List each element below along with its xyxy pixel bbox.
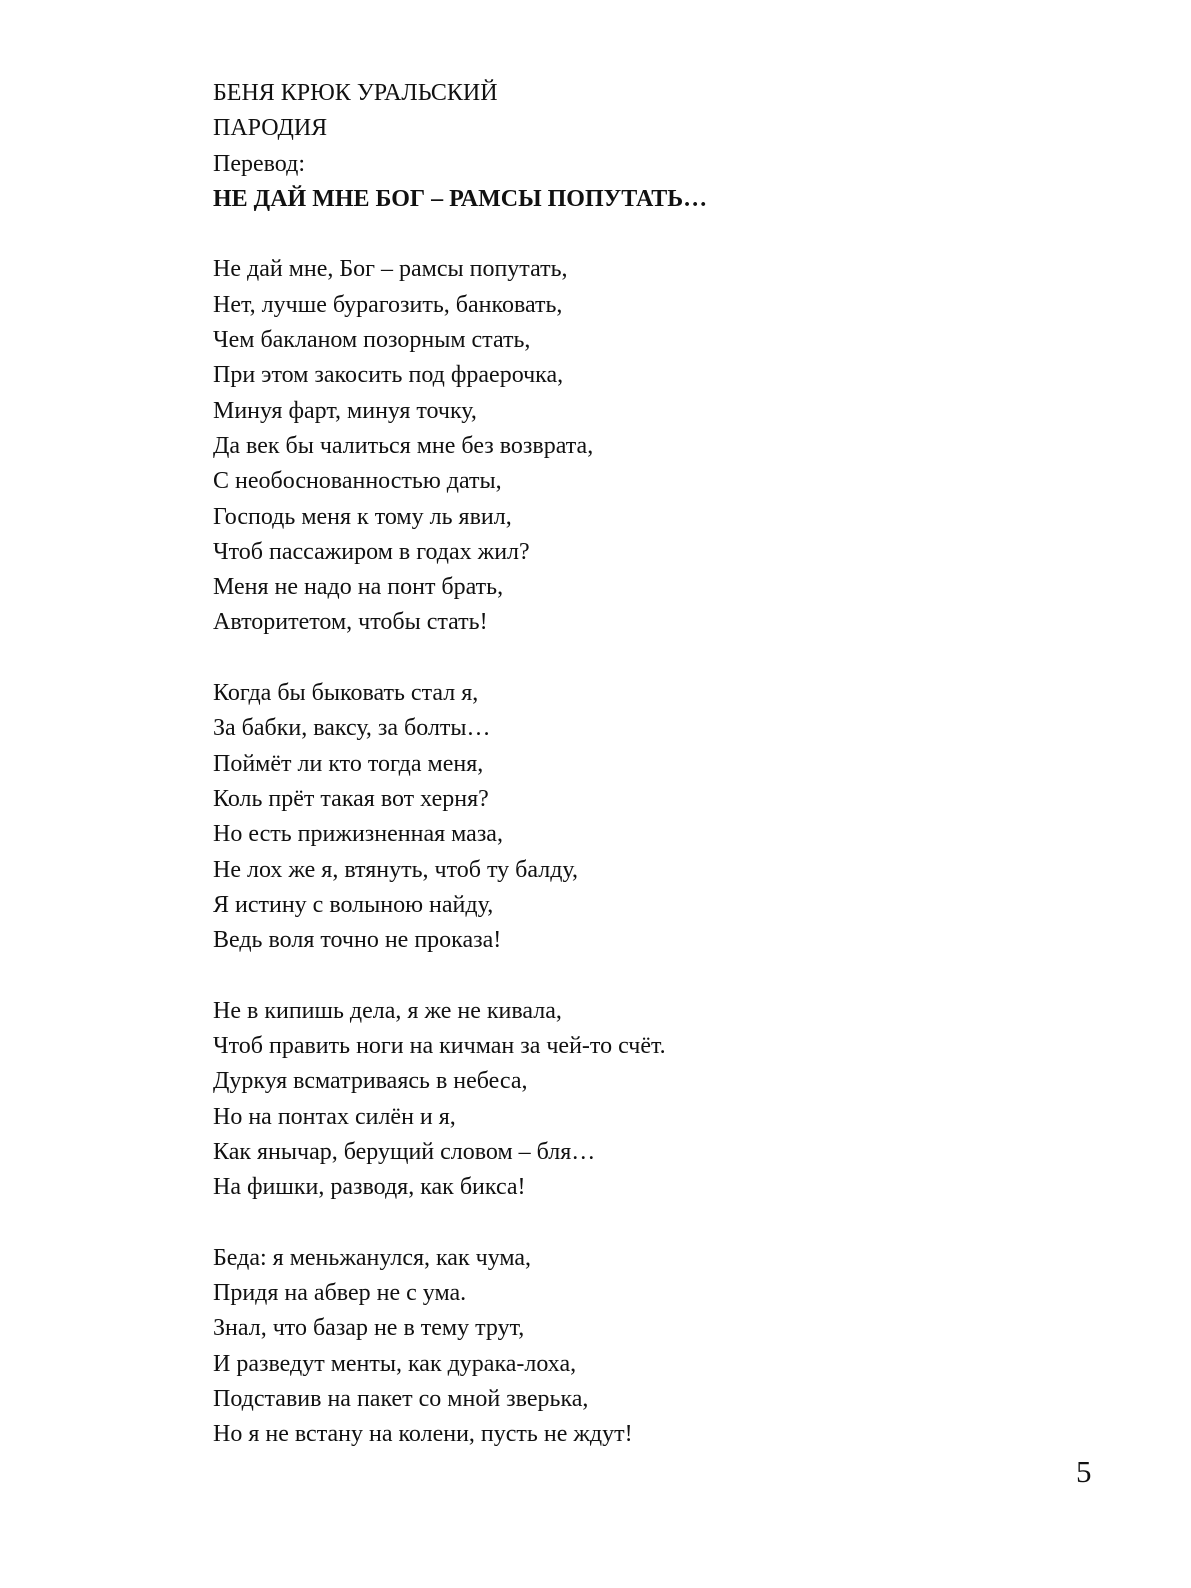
verse-line: Чтоб пассажиром в годах жил?	[213, 538, 530, 565]
translation-label: Перевод:	[213, 150, 305, 177]
verse-line: Ведь воля точно не проказа!	[213, 927, 502, 954]
author-line: БЕНЯ КРЮК УРАЛЬСКИЙ	[213, 80, 498, 106]
verse-line: Не дай мне, Бог – рамсы попутать,	[213, 256, 568, 283]
verse-line: Авторитетом, чтобы стать!	[213, 609, 488, 636]
poem-header	[213, 76, 1093, 217]
verse-line: Но на понтах силён и я,	[213, 1103, 456, 1130]
page-number: 5	[1076, 1454, 1092, 1489]
verse-line: Но я не встану на колени, пусть не ждут!	[213, 1421, 633, 1448]
verse-line: Меня не надо на понт брать,	[213, 574, 504, 601]
verse-line: Не лох же я, втянуть, чтоб ту балду,	[213, 856, 579, 883]
verse-line: Господь меня к тому ль явил,	[213, 503, 512, 530]
verse-line: И разведут менты, как дурака-лоха,	[213, 1350, 577, 1377]
poem-content	[213, 76, 1093, 1453]
verse-line: Как янычар, берущий словом – бля…	[213, 1138, 596, 1165]
verse-line: При этом закосить под фраерочка,	[213, 362, 564, 389]
verse-line: Не в кипишь дела, я же не кивала,	[213, 997, 562, 1024]
verse-line: Но есть прижизненная маза,	[213, 821, 503, 848]
verse-line: На фишки, разводя, как бикса!	[213, 1174, 526, 1201]
verse-line: Дуркуя всматриваясь в небеса,	[213, 1068, 528, 1095]
poem-title: НЕ ДАЙ МНЕ БОГ – РАМСЫ ПОПУТАТЬ…	[213, 185, 708, 212]
verse-line: Я истину с волыною найду,	[213, 891, 494, 918]
stanza-3	[213, 994, 1093, 1206]
verse-line: Нет, лучше бурагозить, банковать,	[213, 291, 563, 318]
verse-line: Знал, что базар не в тему трут,	[213, 1315, 525, 1342]
verse-line: Минуя фарт, минуя точку,	[213, 397, 477, 424]
verse-line: За бабки, ваксу, за болты…	[213, 715, 491, 742]
verse-line: Поймёт ли кто тогда меня,	[213, 750, 484, 777]
verse-line: Да век бы чалиться мне без возврата,	[213, 432, 594, 459]
verse-line: Беда: я меньжанулся, как чума,	[213, 1244, 532, 1271]
verse-line: Чем бакланом позорным стать,	[213, 327, 531, 354]
verse-line: Когда бы быковать стал я,	[213, 680, 479, 707]
verse-line: Придя на абвер не с ума.	[213, 1280, 467, 1307]
stanza-2	[213, 676, 1093, 958]
verse-line: Чтоб править ноги на кичман за чей-то счёт.	[213, 1033, 666, 1060]
verse-line: Коль прёт такая вот херня?	[213, 785, 489, 812]
genre-line: ПАРОДИЯ	[213, 115, 328, 142]
stanza-1	[213, 252, 1093, 640]
verse-line: Подставив на пакет со мной зверька,	[213, 1385, 589, 1412]
stanza-4	[213, 1241, 1093, 1453]
verse-line: С необоснованностью даты,	[213, 468, 502, 495]
